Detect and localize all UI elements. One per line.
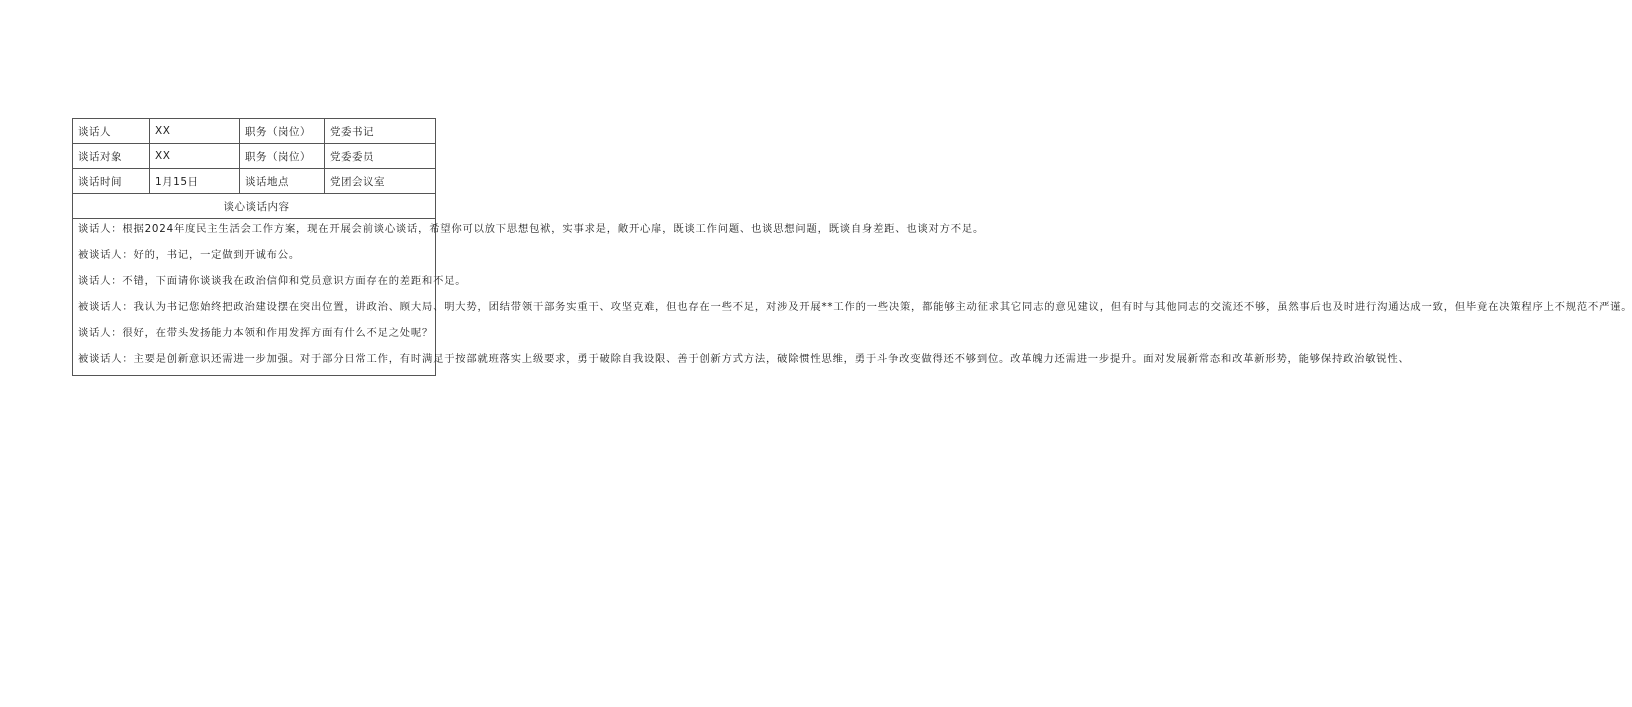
label-talk-location: 谈话地点 — [240, 169, 325, 194]
value-talkee-position: 党委委员 — [325, 144, 436, 169]
paragraph: 被谈话人：主要是创新意识还需进一步加强。对于部分日常工作，有时满足于按部就班落实上级要求，勇于破除自我设限、善于创新方式方法，破除惯性思维，勇于斗争改变做得还不够到位。改革魄力还需进一步提升。面对发展新常态和改革新形势，能够保持政治敏锐性、 — [78, 353, 1410, 365]
value-talkee: XX — [150, 144, 240, 169]
table-row — [73, 169, 436, 194]
table-row — [73, 144, 436, 169]
value-talker-position: 党委书记 — [325, 119, 436, 144]
section-title: 谈心谈话内容 — [73, 194, 436, 219]
paragraph: 被谈话人：我认为书记您始终把政治建设摆在突出位置，讲政治、顾大局、明大势，团结带领干部务实重干、攻坚克难，但也存在一些不足，对涉及开展**工作的一些决策，都能够主动征求其它同志的意见建议，但有时与其他同志的交流还不够，虽然事后也及时进行沟通达成一致，但毕竟在决策程序上不规范不严谨。 — [78, 301, 1632, 313]
table-row — [73, 194, 436, 219]
paragraph: 谈话人：根据2024年度民主生活会工作方案，现在开展会前谈心谈话，希望你可以放下思想包袱，实事求是，敞开心扉，既谈工作问题、也谈思想问题，既谈自身差距、也谈对方不足。 — [78, 223, 985, 235]
label-talkee-position: 职务（岗位） — [240, 144, 325, 169]
paragraph: 谈话人：很好，在带头发扬能力本领和作用发挥方面有什么不足之处呢？ — [78, 327, 434, 339]
label-talkee: 谈话对象 — [73, 144, 150, 169]
talk-content-cell — [73, 219, 1632, 376]
talk-record-table — [72, 118, 1632, 376]
paragraph: 被谈话人：好的，书记，一定做到开诚布公。 — [78, 249, 300, 261]
value-talk-time: 1月15日 — [150, 169, 240, 194]
label-talk-time: 谈话时间 — [73, 169, 150, 194]
label-talker-position: 职务（岗位） — [240, 119, 325, 144]
value-talk-location: 党团会议室 — [325, 169, 436, 194]
value-talker: XX — [150, 119, 240, 144]
label-talker: 谈话人 — [73, 119, 150, 144]
paragraph: 谈话人：不错，下面请你谈谈我在政治信仰和党员意识方面存在的差距和不足。 — [78, 275, 467, 287]
table-row — [73, 119, 436, 144]
table-row — [73, 219, 436, 376]
